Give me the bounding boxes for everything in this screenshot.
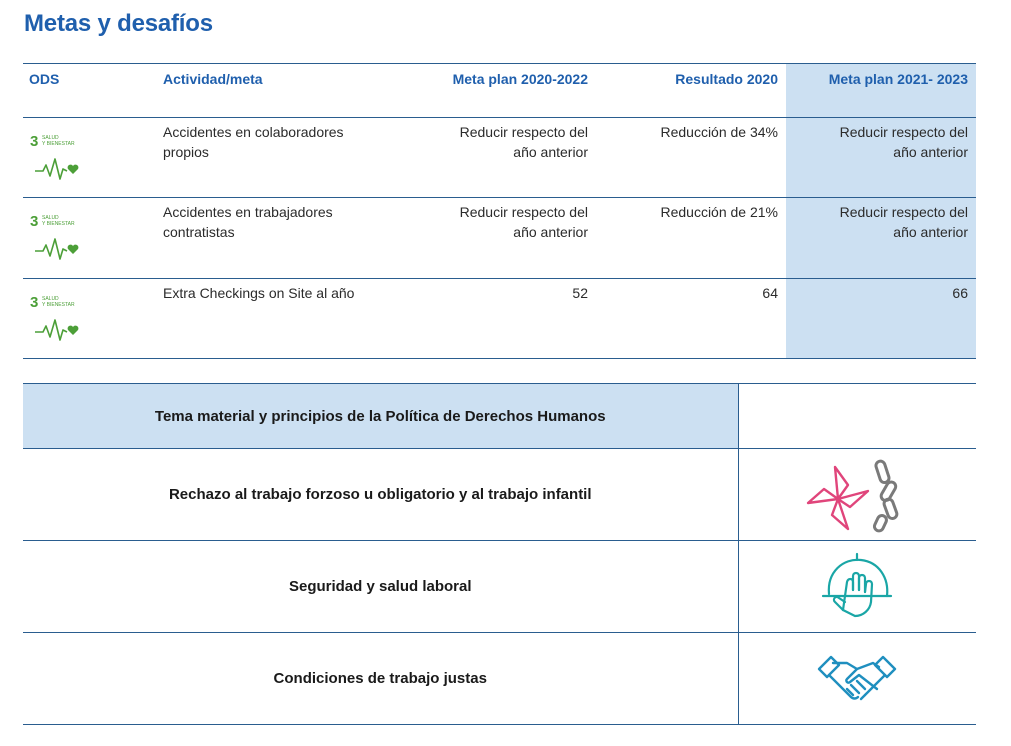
principles-header: Tema material y principios de la Política de Derechos Humanos <box>23 384 738 449</box>
principle-label: Condiciones de trabajo justas <box>23 633 738 725</box>
plan-line-2: año anterior <box>893 223 968 240</box>
principle-label: Rechazo al trabajo forzoso u obligatorio y al trabajo infantil <box>23 449 738 541</box>
activity-cell <box>162 198 417 279</box>
activity-line-1: Accidentes en trabajadores <box>163 204 333 220</box>
plan-2020-2022-cell <box>417 198 596 279</box>
svg-text:SALUD: SALUD <box>42 296 59 302</box>
svg-text:Y BIENESTAR: Y BIENESTAR <box>42 302 75 308</box>
sdg-cell <box>23 279 162 359</box>
principle-icon-cell <box>738 541 976 633</box>
principle-icon-cell <box>738 449 976 541</box>
svg-text:Y BIENESTAR: Y BIENESTAR <box>42 221 75 227</box>
sdg-cell <box>23 198 162 279</box>
activity-cell <box>162 118 417 198</box>
plan-2021-2023-cell: 66 <box>786 279 976 359</box>
sdg-cell <box>23 118 162 198</box>
table-row <box>23 633 976 725</box>
page-title: Metas y desafíos <box>24 10 213 37</box>
svg-text:SALUD: SALUD <box>42 215 59 221</box>
plan-line-2: año anterior <box>513 143 588 160</box>
header-result-2020: Resultado 2020 <box>596 64 786 118</box>
sdg-3-icon <box>29 211 85 261</box>
plan-line-2: año anterior <box>893 143 968 160</box>
svg-text:Y BIENESTAR: Y BIENESTAR <box>42 141 75 147</box>
principles-table <box>23 383 976 725</box>
helmet-hand-icon <box>817 552 897 622</box>
plan-line-1: Reducir respecto del <box>459 124 588 140</box>
plan-line-1: Reducir respecto del <box>459 204 588 220</box>
plan-line-2: año anterior <box>513 223 588 240</box>
plan-line-1: Reducir respecto del <box>839 124 968 140</box>
plan-2021-2023-cell <box>786 198 976 279</box>
sdg-3-icon <box>29 131 85 181</box>
handshake-icon <box>817 649 897 709</box>
principle-label: Seguridad y salud laboral <box>23 541 738 633</box>
sdg-3-icon <box>29 292 85 342</box>
svg-text:SALUD: SALUD <box>42 135 59 141</box>
header-ods: ODS <box>23 64 162 118</box>
table-row <box>23 541 976 633</box>
principle-icon-cell <box>738 633 976 725</box>
plan-2020-2022-cell <box>417 118 596 198</box>
activity-line-2: propios <box>163 143 209 160</box>
table-row <box>23 118 976 198</box>
header-plan-2020-2022: Meta plan 2020-2022 <box>417 64 596 118</box>
result-2020-cell: Reducción de 21% <box>596 198 786 279</box>
principles-header-row <box>23 384 976 449</box>
table-row <box>23 198 976 279</box>
header-activity: Actividad/meta <box>162 64 417 118</box>
svg-text:3: 3 <box>30 133 39 150</box>
svg-text:3: 3 <box>30 294 39 311</box>
activity-line-1: Accidentes en colaboradores <box>163 124 344 140</box>
principles-header-empty <box>738 384 976 449</box>
table-row <box>23 449 976 541</box>
header-plan-2021-2023: Meta plan 2021- 2023 <box>786 64 976 118</box>
plan-line-1: Reducir respecto del <box>839 204 968 220</box>
goals-header-row <box>23 64 976 118</box>
result-2020-cell: 64 <box>596 279 786 359</box>
pinwheel-chain-icon <box>802 457 912 533</box>
goals-table <box>23 63 976 359</box>
plan-2020-2022-cell: 52 <box>417 279 596 359</box>
activity-line-2: contratistas <box>163 223 235 240</box>
table-row <box>23 279 976 359</box>
svg-text:3: 3 <box>30 213 39 230</box>
activity-line-1: Extra Checkings on Site al año <box>163 285 355 301</box>
result-2020-cell: Reducción de 34% <box>596 118 786 198</box>
activity-cell <box>162 279 417 359</box>
plan-2021-2023-cell <box>786 118 976 198</box>
